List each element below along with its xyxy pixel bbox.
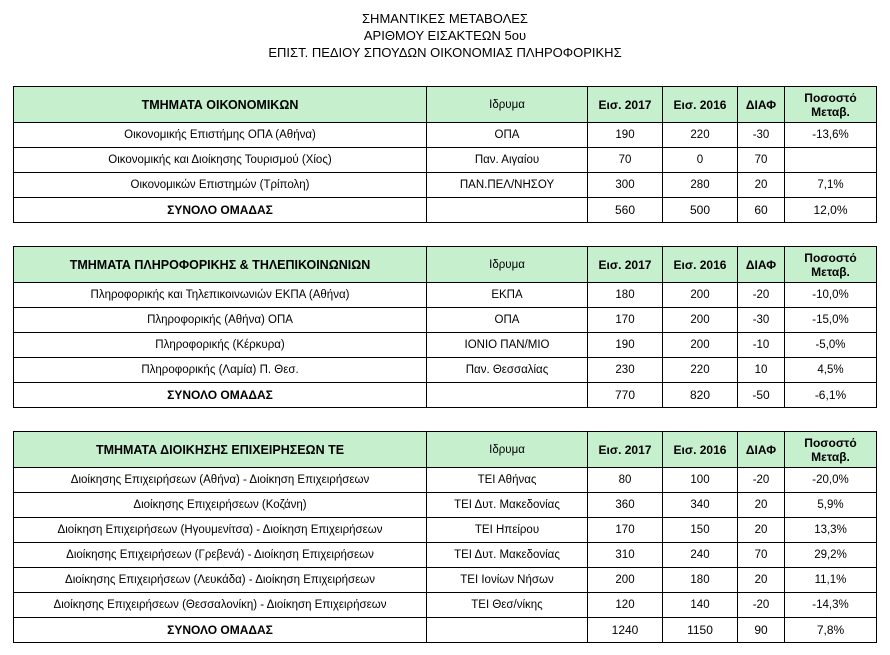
- intake-2017-cell: 190: [588, 123, 663, 148]
- difference-header: ΔΙΑΦ: [738, 432, 785, 468]
- percent-change-cell: -20,0%: [785, 468, 877, 493]
- intake-2016-cell: 140: [663, 593, 738, 618]
- group-table-economics: [13, 86, 877, 223]
- intake-2016-cell: 200: [663, 308, 738, 333]
- intake-2016-cell: 100: [663, 468, 738, 493]
- total-label-cell: ΣΥΝΟΛΟ ΟΜΑΔΑΣ: [14, 198, 427, 223]
- institution-cell: ΤΕΙ Ηπείρου: [427, 518, 588, 543]
- year-2016-header: Εισ. 2016: [663, 247, 738, 283]
- percent-change-cell: 29,2%: [785, 543, 877, 568]
- intake-2017-cell: 230: [588, 358, 663, 383]
- table-row: [14, 518, 877, 543]
- total-2017-cell: 1240: [588, 618, 663, 643]
- percent-change-cell: 5,9%: [785, 493, 877, 518]
- year-2017-header: Εισ. 2017: [588, 432, 663, 468]
- difference-cell: -20: [738, 593, 785, 618]
- difference-cell: -30: [738, 123, 785, 148]
- total-label-cell: ΣΥΝΟΛΟ ΟΜΑΔΑΣ: [14, 383, 427, 408]
- total-2017-cell: 770: [588, 383, 663, 408]
- percent-change-cell: -15,0%: [785, 308, 877, 333]
- difference-cell: 10: [738, 358, 785, 383]
- difference-cell: -20: [738, 468, 785, 493]
- table-row: [14, 568, 877, 593]
- total-institution-cell: [427, 383, 588, 408]
- department-cell: Πληροφορικής (Λαμία) Π. Θεσ.: [14, 358, 427, 383]
- group-table-business-admin: [13, 431, 877, 643]
- intake-2016-cell: 200: [663, 333, 738, 358]
- intake-2016-cell: 220: [663, 123, 738, 148]
- intake-2016-cell: 200: [663, 283, 738, 308]
- department-cell: Πληροφορικής και Τηλεπικοινωνιών ΕΚΠΑ (Αθήνα): [14, 283, 427, 308]
- intake-2016-cell: 150: [663, 518, 738, 543]
- department-cell: Διοίκησης Επιχειρήσεων (Κοζάνη): [14, 493, 427, 518]
- institution-cell: ΤΕΙ Ιονίων Νήσων: [427, 568, 588, 593]
- total-difference-cell: 90: [738, 618, 785, 643]
- institution-header: Ιδρυμα: [427, 247, 588, 283]
- intake-2016-cell: 240: [663, 543, 738, 568]
- total-2016-cell: 820: [663, 383, 738, 408]
- group-total-row: [14, 618, 877, 643]
- total-2016-cell: 1150: [663, 618, 738, 643]
- institution-cell: Παν. Θεσσαλίας: [427, 358, 588, 383]
- department-cell: Οικονομικής και Διοίκησης Τουρισμού (Χίος): [14, 148, 427, 173]
- institution-cell: ΠΑΝ.ΠΕΛ/ΝΗΣΟΥ: [427, 173, 588, 198]
- table-row: [14, 358, 877, 383]
- difference-cell: 70: [738, 543, 785, 568]
- institution-header: Ιδρυμα: [427, 432, 588, 468]
- percent-change-cell: -14,3%: [785, 593, 877, 618]
- group-total-row: [14, 198, 877, 223]
- table-row: [14, 308, 877, 333]
- difference-cell: 20: [738, 568, 785, 593]
- institution-cell: ΟΠΑ: [427, 308, 588, 333]
- intake-2017-cell: 80: [588, 468, 663, 493]
- intake-2017-cell: 120: [588, 593, 663, 618]
- title-line-2: ΑΡΙΘΜΟΥ ΕΙΣΑΚΤΕΩΝ 5ου: [363, 28, 527, 43]
- total-percent-cell: 12,0%: [785, 198, 877, 223]
- department-cell: Διοίκησης Επιχειρήσεων (Γρεβενά) - Διοίκηση Επιχειρήσεων: [14, 543, 427, 568]
- group-name-header: ΤΜΗΜΑΤΑ ΔΙΟΙΚΗΣΗΣ ΕΠΙΧΕΙΡΗΣΕΩΝ ΤΕ: [14, 432, 427, 468]
- difference-cell: -30: [738, 308, 785, 333]
- header-row: [14, 432, 877, 468]
- intake-2016-cell: 280: [663, 173, 738, 198]
- table-row: [14, 333, 877, 358]
- table-row: [14, 173, 877, 198]
- total-institution-cell: [427, 618, 588, 643]
- total-2017-cell: 560: [588, 198, 663, 223]
- difference-header: ΔΙΑΦ: [738, 87, 785, 123]
- total-label-cell: ΣΥΝΟΛΟ ΟΜΑΔΑΣ: [14, 618, 427, 643]
- total-difference-cell: -50: [738, 383, 785, 408]
- total-percent-cell: 7,8%: [785, 618, 877, 643]
- institution-cell: ΤΕΙ Αθήνας: [427, 468, 588, 493]
- intake-2016-cell: 220: [663, 358, 738, 383]
- department-cell: Οικονομικής Επιστήμης ΟΠΑ (Αθήνα): [14, 123, 427, 148]
- intake-2017-cell: 70: [588, 148, 663, 173]
- percent-change-cell: 11,1%: [785, 568, 877, 593]
- department-cell: Διοίκησης Επιχειρήσεων (Θεσσαλονίκη) - Διοίκηση Επιχειρήσεων: [14, 593, 427, 618]
- intake-2016-cell: 0: [663, 148, 738, 173]
- difference-cell: 20: [738, 173, 785, 198]
- difference-cell: 70: [738, 148, 785, 173]
- total-2016-cell: 500: [663, 198, 738, 223]
- difference-cell: 20: [738, 493, 785, 518]
- table-row: [14, 283, 877, 308]
- group-table-informatics: [13, 246, 877, 408]
- difference-cell: -20: [738, 283, 785, 308]
- group-name-header: ΤΜΗΜΑΤΑ ΟΙΚΟΝΟΜΙΚΩΝ: [14, 87, 427, 123]
- intake-2017-cell: 190: [588, 333, 663, 358]
- department-cell: Διοίκησης Επιχειρήσεων (Λευκάδα) - Διοίκηση Επιχειρήσεων: [14, 568, 427, 593]
- intake-2017-cell: 170: [588, 308, 663, 333]
- intake-2016-cell: 340: [663, 493, 738, 518]
- department-cell: Πληροφορικής (Κέρκυρα): [14, 333, 427, 358]
- total-institution-cell: [427, 198, 588, 223]
- year-2017-header: Εισ. 2017: [588, 247, 663, 283]
- difference-cell: 20: [738, 518, 785, 543]
- institution-header: Ιδρυμα: [427, 87, 588, 123]
- header-row: [14, 247, 877, 283]
- institution-cell: Παν. Αιγαίου: [427, 148, 588, 173]
- percent-change-cell: -13,6%: [785, 123, 877, 148]
- percent-change-cell: 7,1%: [785, 173, 877, 198]
- group-name-header: ΤΜΗΜΑΤΑ ΠΛΗΡΟΦΟΡΙΚΗΣ & ΤΗΛΕΠΙΚΟΙΝΩΝΙΩΝ: [14, 247, 427, 283]
- intake-2017-cell: 180: [588, 283, 663, 308]
- intake-2016-cell: 180: [663, 568, 738, 593]
- percent-change-header: Ποσοστό Μεταβ.: [785, 247, 877, 283]
- header-row: [14, 87, 877, 123]
- table-row: [14, 123, 877, 148]
- institution-cell: ΙΟΝΙΟ ΠΑΝ/ΜΙΟ: [427, 333, 588, 358]
- department-cell: Διοίκηση Επιχειρήσεων (Ηγουμενίτσα) - Διοίκηση Επιχειρήσεων: [14, 518, 427, 543]
- intake-2017-cell: 300: [588, 173, 663, 198]
- institution-cell: ΟΠΑ: [427, 123, 588, 148]
- percent-change-cell: 4,5%: [785, 358, 877, 383]
- difference-cell: -10: [738, 333, 785, 358]
- year-2016-header: Εισ. 2016: [663, 432, 738, 468]
- table-row: [14, 468, 877, 493]
- intake-2017-cell: 200: [588, 568, 663, 593]
- institution-cell: ΤΕΙ Θεσ/νίκης: [427, 593, 588, 618]
- title-line-1: ΣΗΜΑΝΤΙΚΕΣ ΜΕΤΑΒΟΛΕΣ: [362, 11, 528, 26]
- percent-change-header: Ποσοστό Μεταβ.: [785, 87, 877, 123]
- percent-change-cell: -5,0%: [785, 333, 877, 358]
- percent-change-cell: [785, 148, 877, 173]
- institution-cell: ΤΕΙ Δυτ. Μακεδονίας: [427, 493, 588, 518]
- table-row: [14, 493, 877, 518]
- percent-change-cell: -10,0%: [785, 283, 877, 308]
- institution-cell: ΕΚΠΑ: [427, 283, 588, 308]
- intake-2017-cell: 310: [588, 543, 663, 568]
- group-total-row: [14, 383, 877, 408]
- department-cell: Πληροφορικής (Αθήνα) ΟΠΑ: [14, 308, 427, 333]
- table-row: [14, 593, 877, 618]
- department-cell: Διοίκησης Επιχειρήσεων (Αθήνα) - Διοίκηση Επιχειρήσεων: [14, 468, 427, 493]
- difference-header: ΔΙΑΦ: [738, 247, 785, 283]
- table-row: [14, 148, 877, 173]
- percent-change-header: Ποσοστό Μεταβ.: [785, 432, 877, 468]
- department-cell: Οικονομικών Επιστημών (Τρίπολη): [14, 173, 427, 198]
- total-percent-cell: -6,1%: [785, 383, 877, 408]
- title-line-3: ΕΠΙΣΤ. ΠΕΔΙΟΥ ΣΠΟΥΔΩΝ ΟΙΚΟΝΟΜΙΑΣ ΠΛΗΡΟΦΟΡΙΚΗΣ: [268, 45, 622, 60]
- institution-cell: ΤΕΙ Δυτ. Μακεδονίας: [427, 543, 588, 568]
- intake-2017-cell: 170: [588, 518, 663, 543]
- table-row: [14, 543, 877, 568]
- total-difference-cell: 60: [738, 198, 785, 223]
- percent-change-cell: 13,3%: [785, 518, 877, 543]
- year-2017-header: Εισ. 2017: [588, 87, 663, 123]
- intake-2017-cell: 360: [588, 493, 663, 518]
- year-2016-header: Εισ. 2016: [663, 87, 738, 123]
